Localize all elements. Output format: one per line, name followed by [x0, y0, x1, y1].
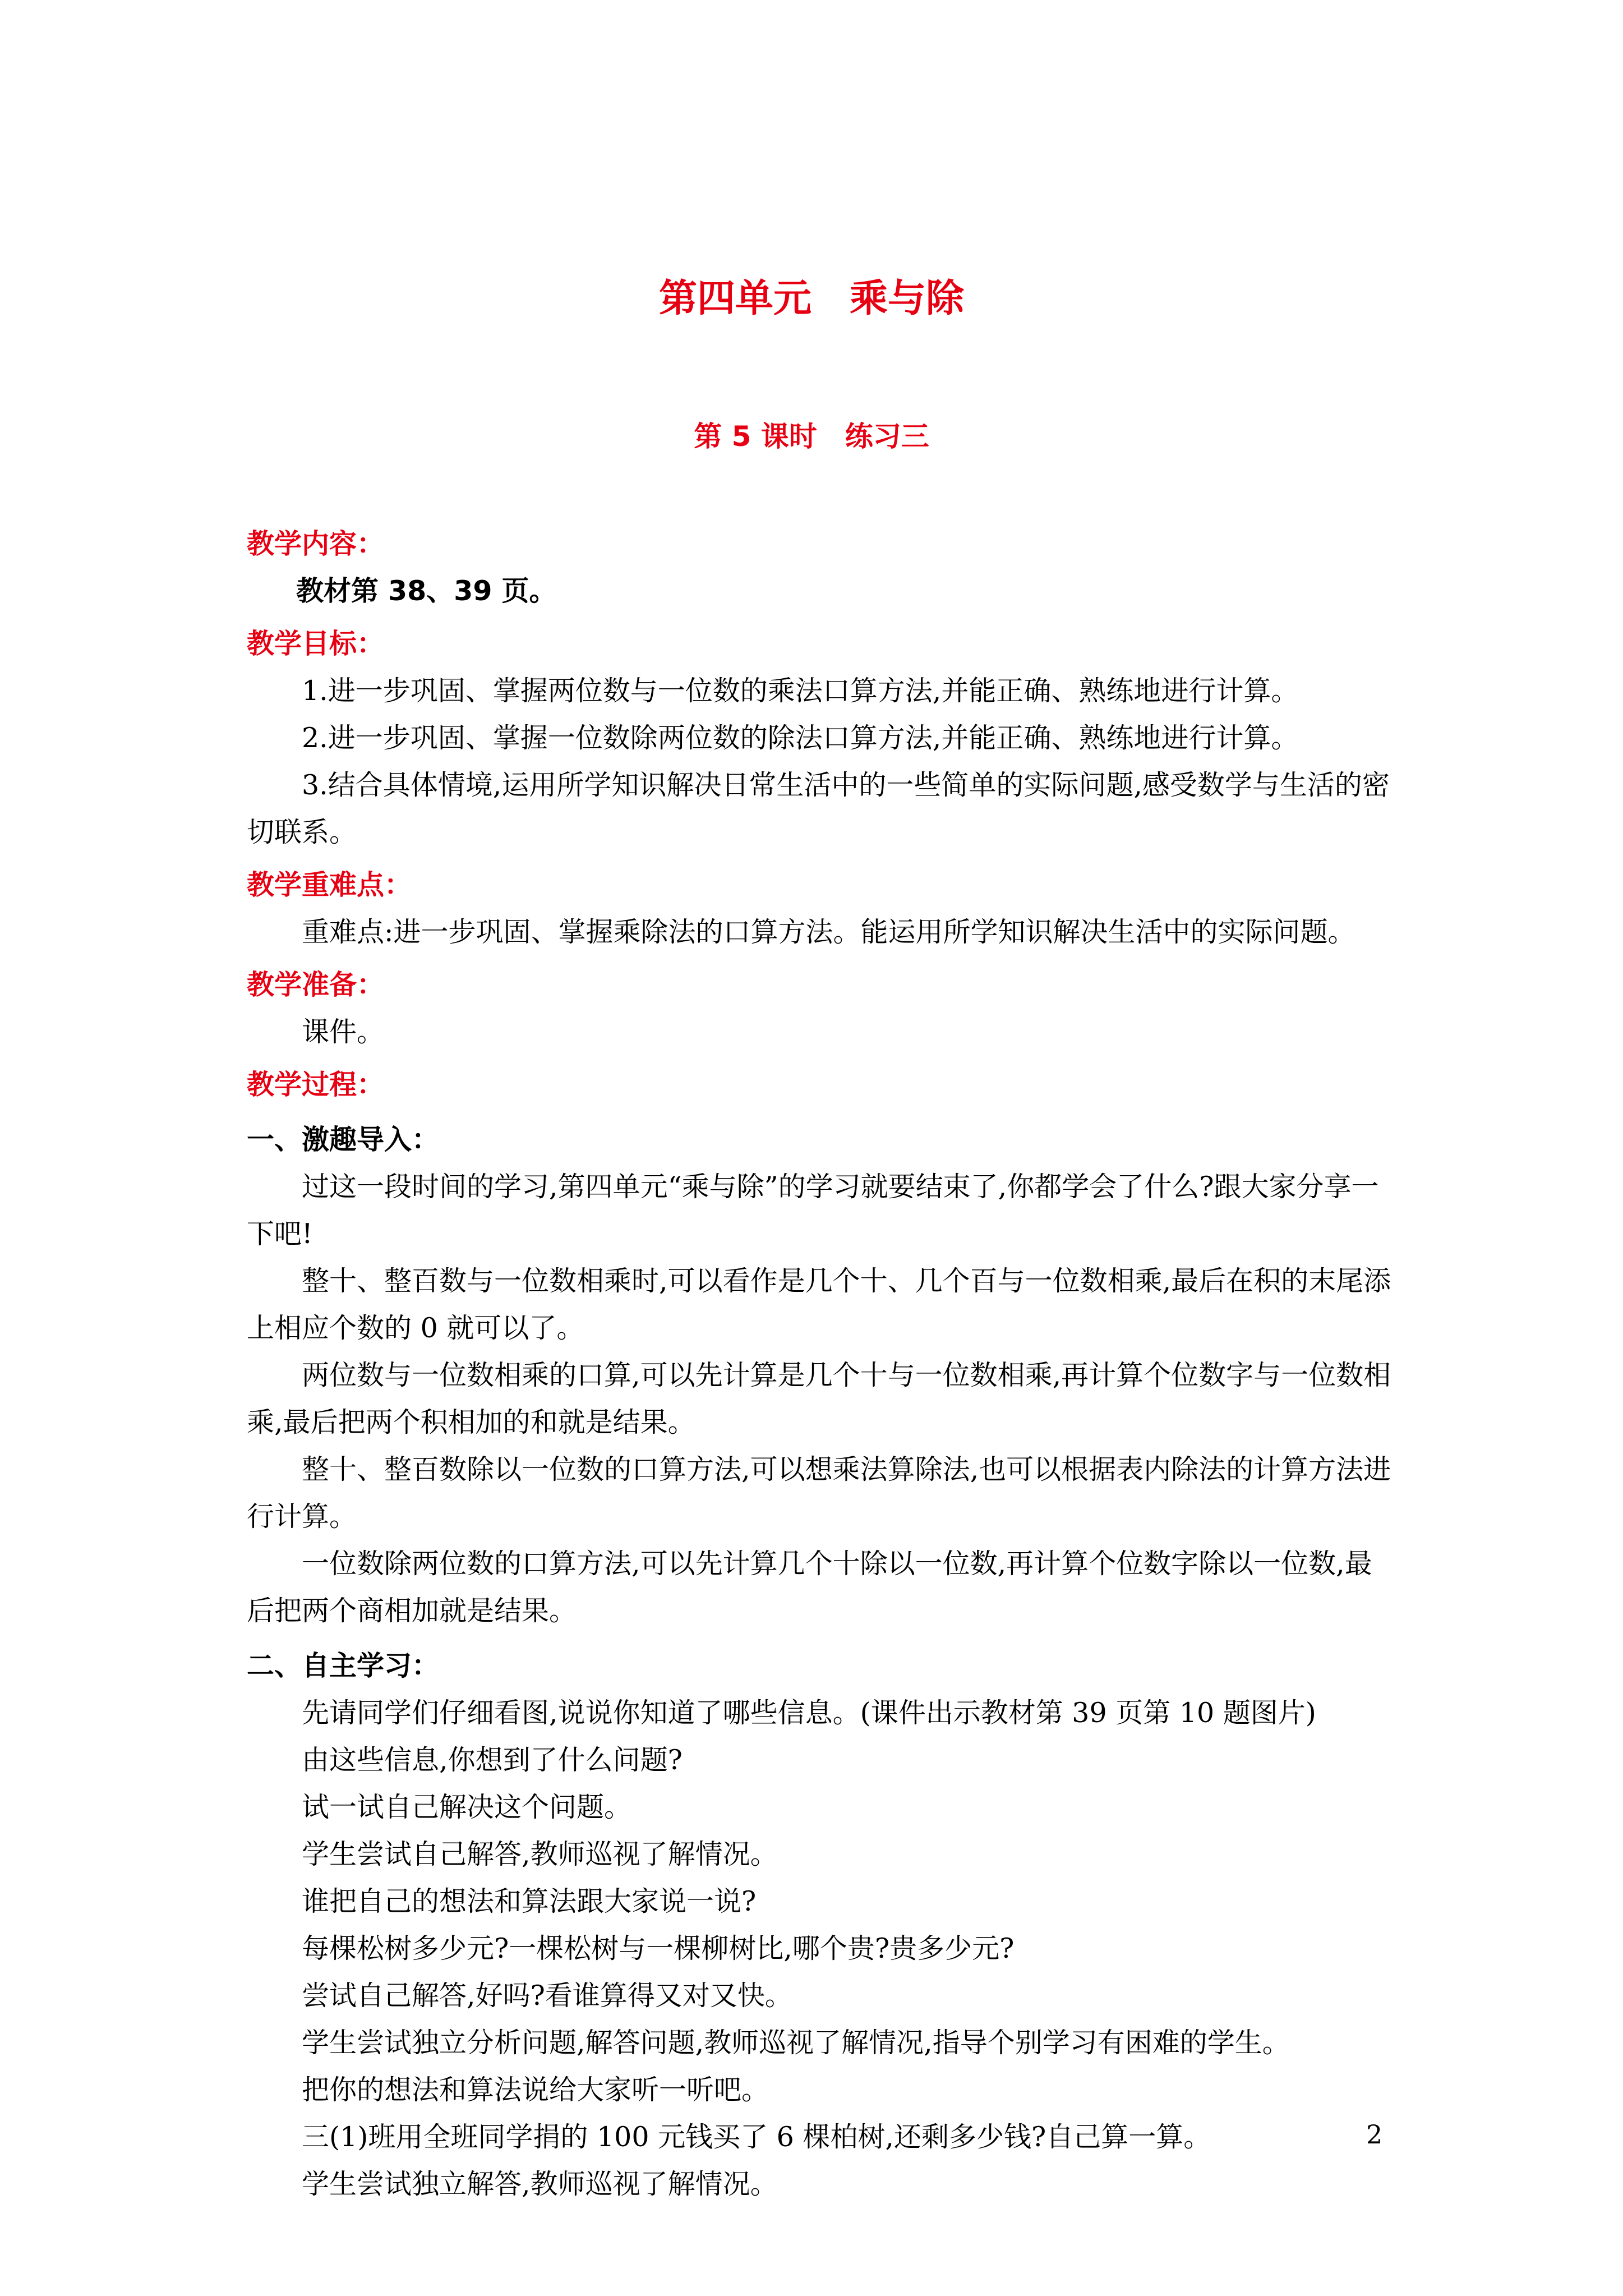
key-points-heading: 教学重难点：: [247, 869, 412, 901]
goal-item-2: 2.进一步巩固、掌握一位数除两位数的除法口算方法,并能正确、熟练地进行计算。: [302, 722, 1299, 754]
teaching-goals-heading: 教学目标：: [247, 628, 385, 660]
part2-heading: 二、自主学习：: [247, 1650, 440, 1682]
part2-paragraph-7: 尝试自己解答,好吗?看谁算得又对又快。: [302, 1980, 792, 2012]
preparation-heading: 教学准备：: [247, 969, 385, 1001]
part2-paragraph-10: 三(1)班用全班同学捐的 100 元钱买了 6 棵柏树,还剩多少钱?自己算一算。: [302, 2121, 1211, 2153]
part2-paragraph-6: 每棵松树多少元?一棵松树与一棵柳树比,哪个贵?贵多少元?: [302, 1932, 1015, 1964]
part2-paragraph-3: 试一试自己解决这个问题。: [302, 1791, 632, 1823]
part2-paragraph-5: 谁把自己的想法和算法跟大家说一说?: [302, 1885, 757, 1917]
part1-paragraph-4: 整十、整百数除以一位数的口算方法,可以想乘法算除法,也可以根据表内除法的计算方法进行计算。: [247, 1453, 1391, 1533]
teaching-content-heading: 教学内容：: [247, 528, 385, 560]
goal-item-3: 3.结合具体情境,运用所学知识解决日常生活中的一些简单的实际问题,感受数学与生活的密切联系。: [247, 769, 1390, 848]
part2-paragraph-11: 学生尝试独立解答,教师巡视了解情况。: [302, 2168, 778, 2200]
part1-paragraph-1: 过这一段时间的学习,第四单元“乘与除”的学习就要结束了,你都学会了什么?跟大家分享一下吧!: [247, 1171, 1379, 1250]
part1-paragraph-5: 一位数除两位数的口算方法,可以先计算几个十除以一位数,再计算个位数字除以一位数,最后把两个商相加就是结果。: [247, 1548, 1372, 1627]
part2-paragraph-1: 先请同学们仔细看图,说说你知道了哪些信息。(课件出示教材第 39 页第 10 题图片): [302, 1697, 1316, 1729]
part2-paragraph-8: 学生尝试独立分析问题,解答问题,教师巡视了解情况,指导个别学习有困难的学生。: [302, 2027, 1290, 2059]
goal-item-1: 1.进一步巩固、掌握两位数与一位数的乘法口算方法,并能正确、熟练地进行计算。: [302, 675, 1299, 707]
teaching-content-text: 教材第 38、39 页。: [296, 575, 557, 607]
page-number: 2: [1366, 2119, 1383, 2150]
lesson-subtitle: 第 5 课时 练习三: [694, 420, 929, 453]
part2-paragraph-4: 学生尝试自己解答,教师巡视了解情况。: [302, 1838, 778, 1870]
unit-title: 第四单元 乘与除: [658, 277, 964, 321]
process-heading: 教学过程：: [247, 1069, 385, 1101]
part2-paragraph-9: 把你的想法和算法说给大家听一听吧。: [302, 2074, 769, 2106]
part1-heading: 一、激趣导入：: [247, 1124, 440, 1156]
lesson-content: [247, 515, 1392, 2208]
part1-paragraph-2: 整十、整百数与一位数相乘时,可以看作是几个十、几个百与一位数相乘,最后在积的末尾添上相应个数的 0 就可以了。: [247, 1265, 1391, 1344]
preparation-text: 课件。: [302, 1016, 385, 1048]
part2-paragraph-2: 由这些信息,你想到了什么问题?: [302, 1744, 683, 1776]
key-points-text: 重难点:进一步巩固、掌握乘除法的口算方法。能运用所学知识解决生活中的实际问题。: [302, 916, 1355, 948]
part1-paragraph-3: 两位数与一位数相乘的口算,可以先计算是几个十与一位数相乘,再计算个位数字与一位数相乘,最后把两个积相加的和就是结果。: [247, 1359, 1391, 1438]
